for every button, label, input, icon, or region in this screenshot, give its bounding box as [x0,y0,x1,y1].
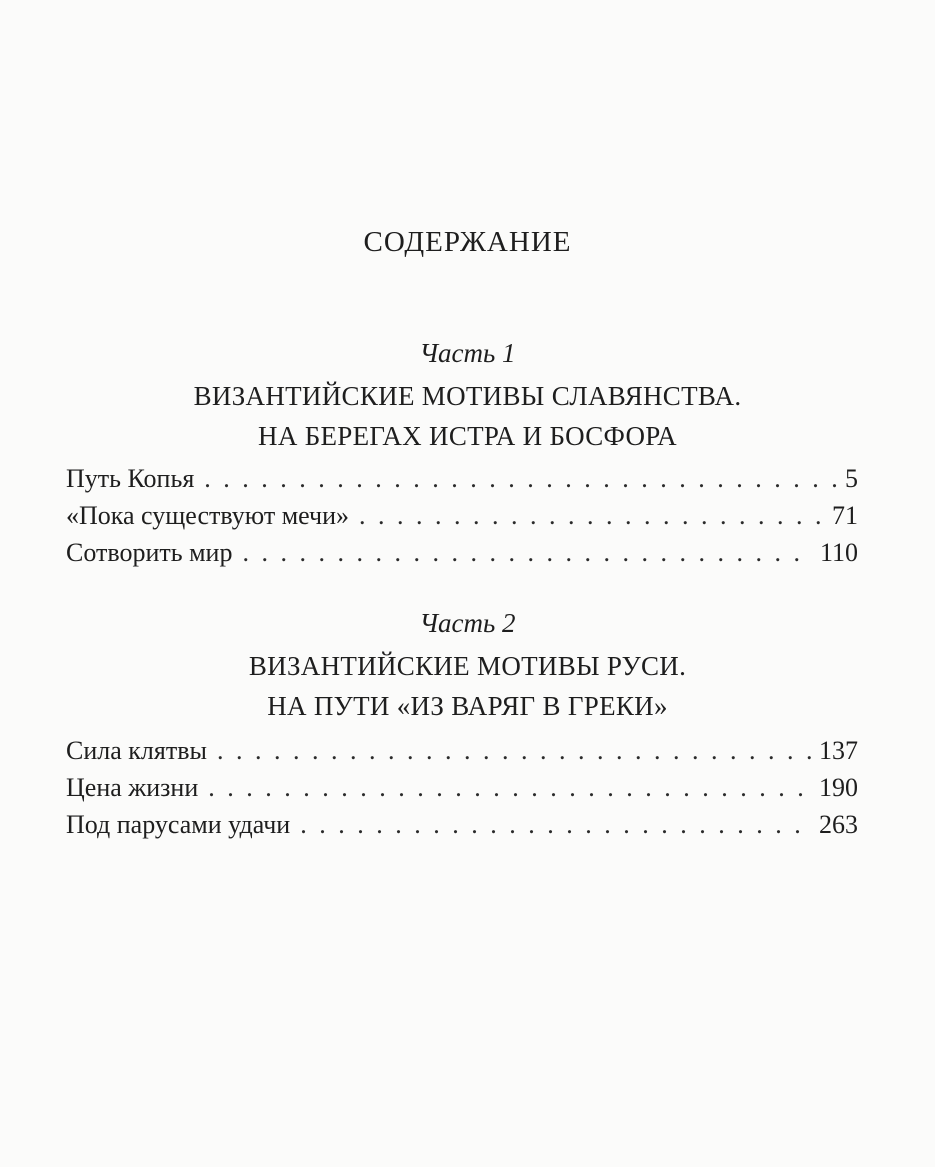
toc-entry-page: 190 [819,773,858,802]
toc-entry[interactable] [66,736,858,773]
toc-entry-title: «Пока существуют мечи» [66,501,350,530]
toc-entry[interactable] [66,538,858,575]
toc-entry-page: 71 [832,501,858,530]
part-2-title [0,646,935,726]
part-2-entries [66,736,858,847]
toc-entry-title: Цена жизни [66,773,199,802]
part-1-title [0,376,935,456]
part-2-label: Часть 2 [419,608,516,638]
part-1-label: Часть 1 [419,338,516,368]
dot-leader [300,810,813,840]
part-1-title-line-1: ВИЗАНТИЙСКИЕ МОТИВЫ СЛАВЯНСТВА. [193,381,742,411]
toc-entry-page: 263 [819,810,858,839]
toc-entry[interactable] [66,810,858,847]
part-1-title-line-2: НА БЕРЕГАХ ИСТРА И БОСФОРА [258,421,677,451]
toc-entry[interactable] [66,773,858,810]
dot-leader [208,773,813,803]
part-2-title-line-2: НА ПУТИ «ИЗ ВАРЯГ В ГРЕКИ» [267,691,668,721]
part-1-entries [66,464,858,575]
dot-leader [242,538,813,568]
part-2-title-line-1: ВИЗАНТИЙСКИЕ МОТИВЫ РУСИ. [248,651,687,681]
toc-entry-page: 5 [845,464,858,493]
toc-entry-title: Сотворить мир [66,538,233,567]
toc-entry-title: Путь Копья [66,464,195,493]
dot-leader [217,736,813,766]
toc-entry-title: Сила клятвы [66,736,207,765]
toc-entry-title: Под парусами удачи [66,810,291,839]
toc-entry[interactable] [66,464,858,501]
toc-entry-page: 110 [819,538,858,567]
toc-title: СОДЕРЖАНИЕ [363,226,572,258]
dot-leader [204,464,839,494]
toc-entry[interactable] [66,501,858,538]
dot-leader [359,501,826,531]
toc-entry-page: 137 [819,736,858,765]
